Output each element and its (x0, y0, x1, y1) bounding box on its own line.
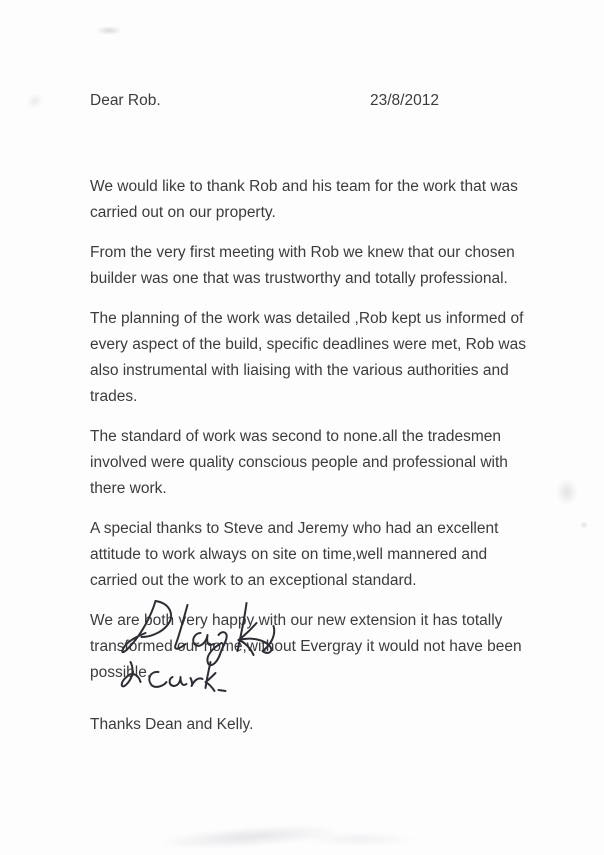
signature-ink-icon (115, 596, 295, 696)
scan-speck-left (24, 90, 47, 112)
scan-smudge-bottom-2 (300, 832, 420, 846)
paragraph-first-meeting: From the very first meeting with Rob we knew that our chosen builder was one that was trustworthy and totally professional. (90, 244, 515, 287)
scan-smudge-right (556, 478, 578, 506)
paragraph-new-extension: We are both very happy with our new extension it has totally transformed our home,without Evergray it would not have been possible. (90, 612, 522, 681)
paragraph-planning: The planning of the work was detailed ,Rob kept us informed of every aspect of the build, specific deadlines were met, Rob was also instrumental with liaising with the various authorities and trades. (90, 310, 526, 405)
paragraph-standard-of-work: The standard of work was second to none.all the tradesmen involved were quality conscious people and professional with there work. (90, 428, 508, 497)
handwritten-signature (115, 596, 295, 696)
salutation: Dear Rob. (90, 92, 161, 109)
scan-speck-top (96, 26, 122, 35)
scan-smudge-bottom (149, 819, 350, 855)
closing-line: Thanks Dean and Kelly. (90, 716, 254, 733)
paragraph-special-thanks: A special thanks to Steve and Jeremy who had an excellent attitude to work always on site on time,well mannered and carried out the work to an exceptional standard. (90, 520, 499, 589)
letter-date: 23/8/2012 (370, 92, 439, 109)
scan-dot-right (580, 521, 588, 529)
greeting-row (90, 88, 538, 114)
paragraph-thanks-team: We would like to thank Rob and his team for the work that was carried out on our property. (90, 178, 518, 221)
